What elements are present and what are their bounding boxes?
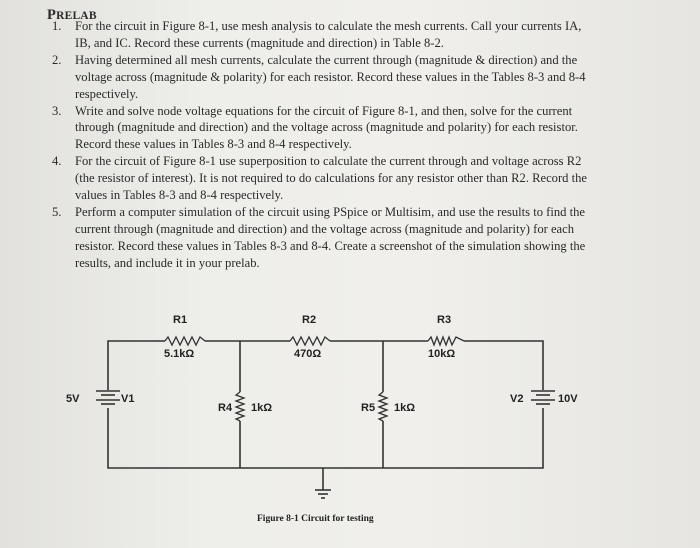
task-number: 4. [52, 154, 62, 169]
task-number: 5. [52, 204, 62, 219]
task-number: 2. [52, 52, 62, 67]
v1-value: 5V [66, 393, 80, 405]
r4-label: R4 [218, 402, 233, 414]
r4-value: 1kΩ [251, 402, 273, 414]
r5-label: R5 [361, 402, 376, 414]
r1-resistor [165, 337, 205, 345]
v1-label: V1 [121, 393, 135, 405]
r2-label: R2 [302, 314, 317, 326]
r3-value: 10kΩ [428, 348, 456, 360]
task-text: For the circuit of Figure 8-1 use superposition to calculate the current through and voltage across R2 (the resistor of interest). It is not required to do calculations for any resistor other than R2. Record the values in Tables 8-3 and 8-4 respectively. [75, 154, 588, 203]
r3-label: R3 [437, 314, 452, 326]
circuit-wires [108, 341, 543, 490]
task-number: 1. [52, 19, 62, 33]
task-text: Having determined all mesh currents, calculate the current through (magnitude & direction) and the voltage across (magnitude & polarity) for each resistor. Record these values in the Tables 8-3 and 8-4 respectively. [75, 52, 586, 101]
v2-value: 10V [558, 393, 578, 405]
task-text: Perform a computer simulation of the circuit using PSpice or Multisim, and use the results to find the current through (magnitude and direction) and the voltage across (magnitude and polarity) for each resistor. Record these values in Tables 8-3 and 8-4. Create a screenshot of the simulation showing the results, and include it in your prelab. [75, 204, 586, 270]
v1-battery [96, 391, 120, 404]
r5-value: 1kΩ [394, 402, 416, 414]
heading-rest: RELAB [56, 10, 97, 22]
heading-initial: P [47, 7, 57, 23]
r2-resistor [290, 337, 330, 345]
r2-value: 470Ω [294, 348, 322, 360]
r3-resistor [428, 337, 464, 345]
r1-label: R1 [173, 314, 188, 326]
v2-battery [531, 391, 555, 404]
v2-label: V2 [510, 393, 524, 405]
task-text: Write and solve node voltage equations for the circuit of Figure 8-1, and then, solve for the current through (magnitude and direction) and the voltage across (magnitude and polarity) for each resistor. Record these values in Tables 8-3 and 8-4 respectively. [75, 103, 578, 152]
figure-caption: Figure 8-1 Circuit for testing [257, 514, 374, 524]
ground-icon [315, 490, 331, 498]
task-number: 3. [52, 103, 62, 118]
task-text: For the circuit in Figure 8-1, use mesh analysis to calculate the mesh currents. Call your currents IA, IB, and IC. Record these currents (magnitude and direction) in Table 8-2. [75, 19, 582, 50]
r1-value: 5.1kΩ [164, 348, 195, 360]
r4-resistor [236, 392, 244, 421]
r5-resistor [379, 392, 387, 421]
